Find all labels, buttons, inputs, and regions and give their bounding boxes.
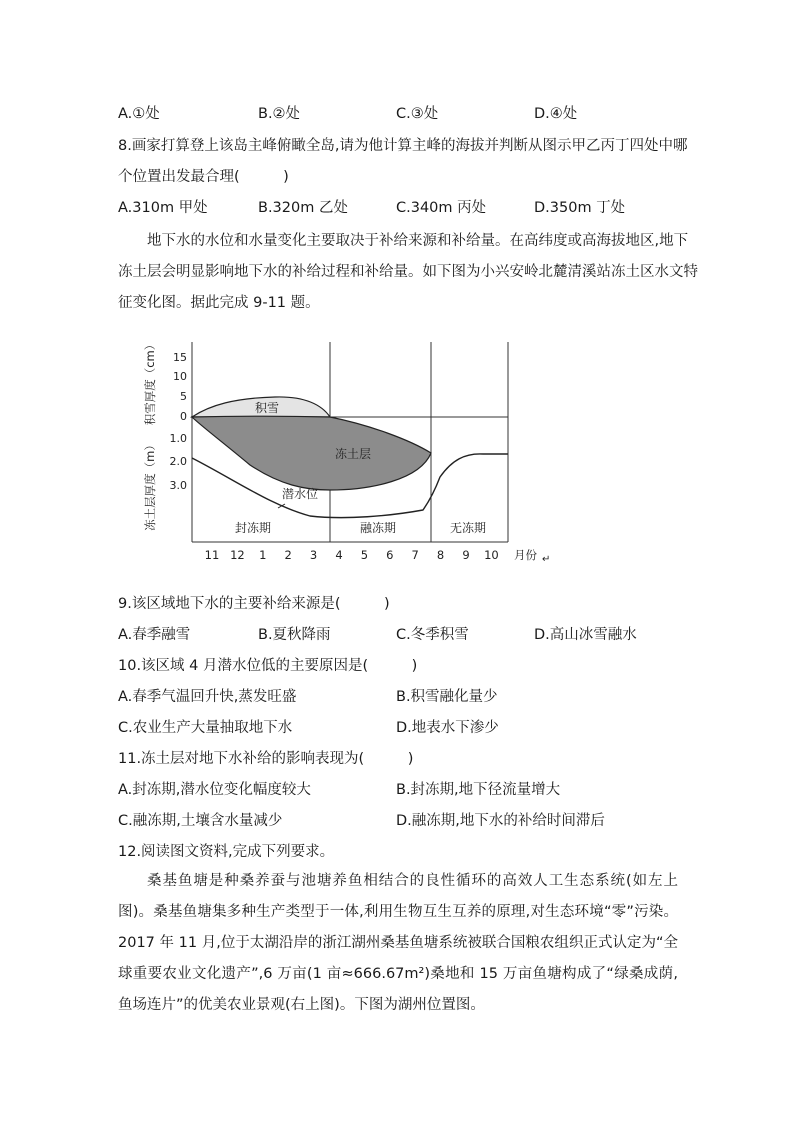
x-tick-2: 2 — [284, 548, 292, 562]
q10-option-c: C.农业生产大量抽取地下水 — [118, 720, 293, 736]
x-tick-12: 12 — [230, 548, 245, 562]
q8-option-d: D.350m 丁处 — [534, 200, 626, 216]
soil-tick-3: 3.0 — [169, 479, 187, 492]
x-tick-8: 8 — [436, 548, 445, 562]
snow-axis-label: 积雪厚度（cm） — [143, 338, 157, 426]
q10-stem: 10.该区域 4 月潜水位低的主要原因是( ) — [118, 658, 418, 674]
x-tick-labels — [205, 548, 499, 562]
label-frozen-soil: 冻土层 — [335, 447, 372, 461]
soil-tick-2: 2.0 — [169, 455, 187, 468]
q11-option-a: A.封冻期,潜水位变化幅度较大 — [118, 782, 311, 798]
q11-option-d: D.融冻期,地下水的补给时间滞后 — [396, 813, 605, 829]
q9-option-c: C.冬季积雪 — [396, 627, 469, 643]
soil-tick-1: 1.0 — [169, 432, 187, 445]
frozen-soil-area — [192, 416, 431, 490]
q11-option-c: C.融冻期,土壤含水量减少 — [118, 813, 283, 829]
label-water-table: 潜水位 — [282, 487, 319, 501]
x-tick-7: 7 — [411, 548, 419, 562]
q10-option-b: B.积雪融化量少 — [396, 689, 498, 705]
q10-option-a: A.春季气温回升快,蒸发旺盛 — [118, 689, 297, 705]
snow-tick-0: 0 — [180, 410, 187, 423]
q7-option-c: C.③处 — [396, 106, 439, 122]
soil-axis-label: 冻土层厚度（m） — [143, 439, 157, 531]
q7-option-b: B.②处 — [258, 106, 301, 122]
label-snow: 积雪 — [255, 401, 280, 415]
q8-option-a: A.310m 甲处 — [118, 200, 208, 216]
intro-line2: 冻土层会明显影响地下水的补给过程和补给量。如下图为小兴安岭北麓清溪站冻土区水文特 — [118, 264, 698, 280]
x-tick-9: 9 — [462, 548, 470, 562]
q8-stem-line2: 个位置出发最合理( ) — [118, 169, 289, 185]
q7-option-a: A.①处 — [118, 106, 160, 122]
q12-stem: 12.阅读图文资料,完成下列要求。 — [118, 844, 335, 860]
label-period-unfrozen: 无冻期 — [450, 521, 487, 535]
snow-tick-5: 5 — [180, 390, 187, 403]
x-tick-5: 5 — [360, 548, 369, 562]
x-tick-10: 10 — [484, 548, 499, 562]
q10-option-d: D.地表水下渗少 — [396, 720, 499, 736]
q11-stem: 11.冻土层对地下水补给的影响表现为( ) — [118, 751, 414, 767]
x-tick-4: 4 — [335, 548, 343, 562]
q9-option-d: D.高山冰雪融水 — [534, 627, 637, 643]
q8-stem-line1: 8.画家打算登上该岛主峰俯瞰全岛,请为他计算主峰的海拔并判断从图示甲乙丙丁四处中哪 — [118, 138, 688, 154]
label-period-frozen: 封冻期 — [235, 521, 272, 535]
q12-passage: 桑基鱼塘是种桑养蚕与池塘养鱼相结合的良性循环的高效人工生态系统(如左上图)。桑基鱼塘集多种生产类型于一体,利用生物互生互养的原理,对生态环境“零”污染。2017 年 11 月,位于太湖沿岸的浙江湖州桑基鱼塘系统被联合国粮农组织正式认定为“全球重要农业文化遗产”,6 万亩(1 亩≈666.67m²)桑地和 15 万亩鱼塘构成了“绿桑成荫,鱼场连片”的优美农业景观(右上图)。下图为湖州位置图。 — [118, 873, 678, 1013]
snow-tick-10: 10 — [173, 370, 187, 383]
snow-tick-15: 15 — [173, 351, 187, 364]
x-tick-6: 6 — [386, 548, 394, 562]
q9-option-a: A.春季融雪 — [118, 627, 191, 643]
hydrology-chart — [140, 330, 580, 575]
q8-option-c: C.340m 丙处 — [396, 200, 487, 216]
q9-option-b: B.夏秋降雨 — [258, 627, 331, 643]
x-tick-3: 3 — [309, 548, 318, 562]
label-period-thawing: 融冻期 — [360, 521, 397, 535]
return-mark: ↵ — [542, 554, 551, 565]
x-unit-label: 月份 — [514, 548, 537, 562]
x-tick-1: 1 — [259, 548, 267, 562]
intro-line3: 征变化图。据此完成 9-11 题。 — [118, 295, 320, 311]
x-tick-11: 11 — [204, 548, 220, 562]
q11-option-b: B.封冻期,地下径流量增大 — [396, 782, 561, 798]
q8-option-b: B.320m 乙处 — [258, 200, 348, 216]
q9-stem: 9.该区域地下水的主要补给来源是( ) — [118, 596, 390, 612]
q7-option-d: D.④处 — [534, 106, 578, 122]
intro-line1: 地下水的水位和水量变化主要取决于补给来源和补给量。在高纬度或高海拔地区,地下 — [147, 233, 689, 249]
